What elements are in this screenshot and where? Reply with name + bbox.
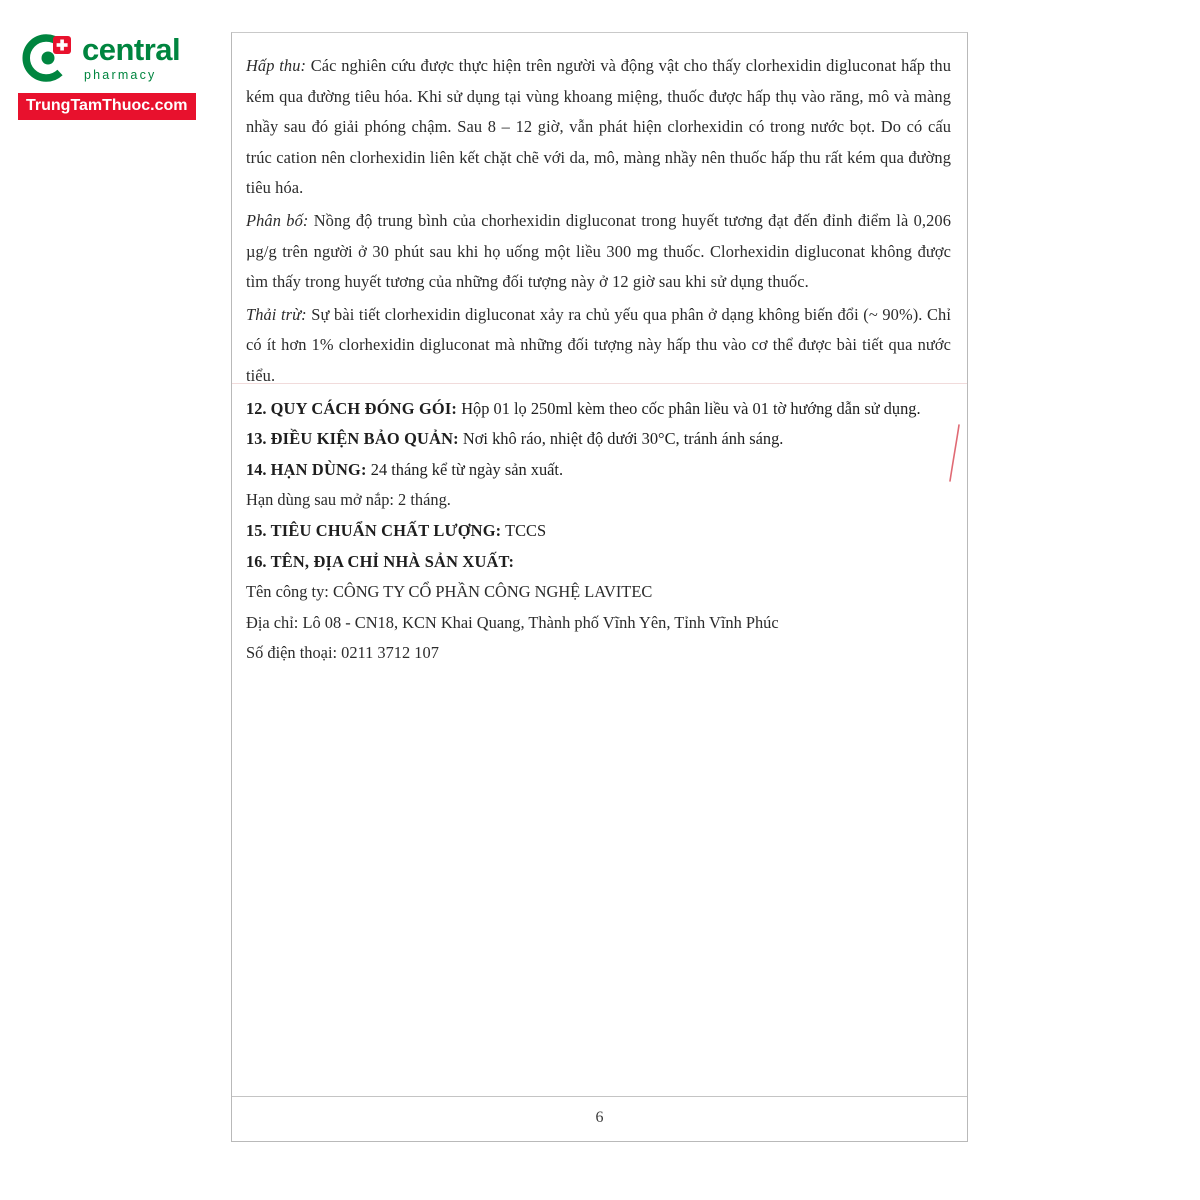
section-14-body: 24 tháng kể từ ngày sản xuất.: [366, 459, 564, 479]
section-13-number: 13.: [246, 429, 267, 449]
section-14-number: 14.: [246, 459, 267, 479]
manufacturer-address: Địa chỉ: Lô 08 - CN18, KCN Khai Quang, Thành phố Vĩnh Yên, Tỉnh Vĩnh Phúc: [246, 612, 779, 632]
section-13-heading: ĐIỀU KIỆN BẢO QUẢN:: [270, 429, 459, 449]
paragraph-distribution-lead: Phân bố:: [246, 210, 309, 230]
section-12-body: Hộp 01 lọ 250ml kèm theo cốc phân liều và 01 tờ hướng dẫn sử dụng.: [457, 398, 921, 418]
logo-text: [82, 34, 180, 82]
section-15-number: 15.: [246, 520, 267, 540]
section-14-heading: HẠN DÙNG:: [270, 459, 367, 479]
section-16-manufacturer: [246, 547, 951, 578]
section-12-heading: QUY CÁCH ĐÓNG GÓI:: [270, 398, 458, 418]
logo-row: [18, 30, 223, 86]
paragraph-absorption-text: Các nghiên cứu được thực hiện trên người và động vật cho thấy clorhexidin digluconat hấp thu kém qua đường tiêu hóa. Khi sử dụng tại vùng khoang miệng, thuốc được hấp thụ vào răng, mô và màng nhầy sau đó giải phóng chậm. Sau 8 – 12 giờ, vẫn phát hiện clorhexidin có trong nước bọt. Do có cấu trúc cation nên clorhexidin liên kết chặt chẽ với da, mô, màng nhầy nên thuốc hấp thu rất kém qua đường tiêu hóa.: [246, 56, 951, 198]
paragraph-excretion: [246, 300, 951, 392]
section-13-body: Nơi khô ráo, nhiệt độ dưới 30°C, tránh ánh sáng.: [458, 429, 784, 449]
document-text-body: [246, 51, 951, 669]
paragraph-distribution: [246, 206, 951, 298]
paragraph-distribution-text: Nồng độ trung bình của chorhexidin digluconat trong huyết tương đạt đến đỉnh điểm là 0,206 µg/g trên người ở 30 phút sau khi họ uống một liều 300 mg thuốc. Clorhexidin digluconat không được tìm thấy trong huyết tương của những đối tượng này ở 12 giờ sau khi sử dụng thuốc.: [246, 210, 951, 292]
section-15-quality-standard: [246, 516, 951, 547]
manufacturer-company: Tên công ty: CÔNG TY CỔ PHẦN CÔNG NGHỆ LAVITEC: [246, 582, 653, 602]
paragraph-excretion-text: Sự bài tiết clorhexidin digluconat xảy ra chủ yếu qua phân ở dạng không biến đổi (~ 90%). Chỉ có ít hơn 1% clorhexidin digluconat mà những đối tượng này hấp thu vào cơ thể được bài tiết qua nước tiểu.: [246, 304, 951, 385]
logo-brand: central: [82, 32, 181, 68]
section-16-number: 16.: [246, 551, 267, 571]
paragraph-absorption: [246, 51, 951, 204]
shelf-life-after-opening: Hạn dùng sau mở nắp: 2 tháng.: [246, 490, 451, 510]
paragraph-absorption-lead: Hấp thu:: [246, 56, 307, 75]
section-12-number: 12.: [246, 398, 267, 418]
logo-tagline: pharmacy: [84, 68, 157, 83]
section-15-heading: TIÊU CHUẨN CHẤT LƯỢNG:: [270, 520, 502, 540]
section-14-expiry: [246, 455, 951, 486]
central-pharmacy-logo-icon: [18, 30, 74, 86]
logo-banner: TrungTamThuoc.com: [18, 93, 196, 120]
site-logo: [18, 30, 223, 120]
page-number: 6: [595, 1109, 604, 1126]
paragraph-excretion-lead: Thải trừ:: [246, 304, 307, 324]
manufacturer-phone: Số điện thoại: 0211 3712 107: [246, 643, 439, 663]
scanned-document-page: [231, 32, 968, 1142]
section-16-heading: TÊN, ĐỊA CHỈ NHÀ SẢN XUẤT:: [270, 551, 515, 571]
section-15-body: TCCS: [501, 520, 547, 540]
section-12-packaging: [246, 394, 951, 425]
footer-divider: [232, 1096, 967, 1097]
section-13-storage: [246, 424, 951, 455]
